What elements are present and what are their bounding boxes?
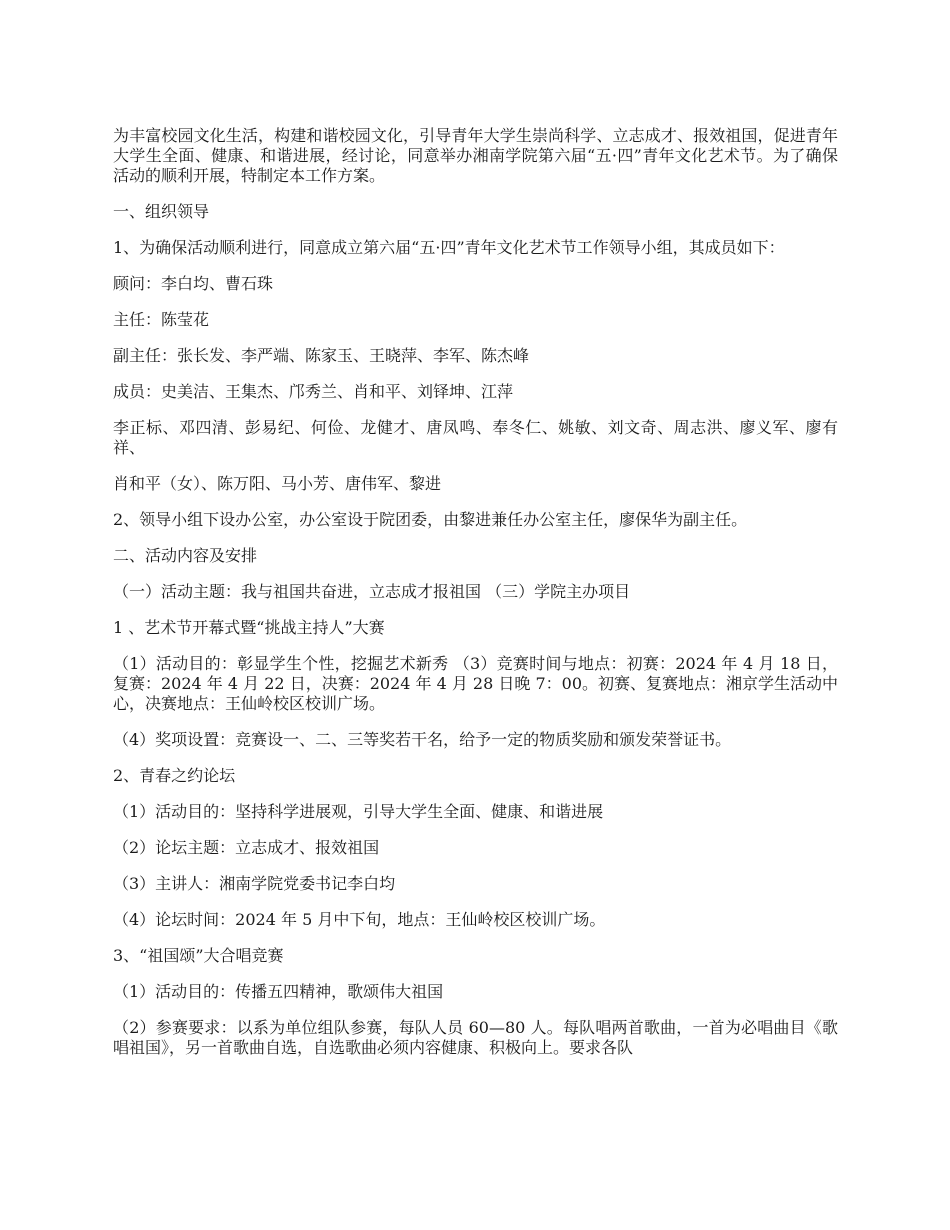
host-contest-details: （1）活动目的：彰显学生个性，挖掘艺术新秀 （3）竞赛时间与地点：初赛：2024 年 4 月 18 日，复赛：2024 年 4 月 22 日，决赛：2024 年 4 月 28 日晚 7：00。初赛、复赛地点：湘京学生活动中心，决赛地点：王仙岭校区校训广场。 bbox=[113, 654, 839, 713]
chorus-purpose: （1）活动目的：传播五四精神，歌颂伟大祖国 bbox=[113, 982, 444, 1001]
activity-theme-line: （一）活动主题：我与祖国共奋进，立志成才报祖国 （三）学院主办项目 bbox=[113, 582, 631, 601]
chorus-requirements: （2）参赛要求：以系为单位组队参赛，每队人员 60—80 人。每队唱两首歌曲，一首为必唱曲目《歌唱祖国》，另一首歌曲自选，自选歌曲必须内容健康、积极向上。要求各队 bbox=[113, 1018, 838, 1057]
section-heading-activities: 二、活动内容及安排 bbox=[113, 546, 258, 565]
section-heading-organization: 一、组织领导 bbox=[113, 202, 210, 221]
item-heading-forum: 2、青春之约论坛 bbox=[113, 766, 236, 785]
leadership-group-paragraph: 1、为确保活动顺利进行，同意成立第六届“五·四”青年文化艺术节工作领导小组，其成员如下： bbox=[113, 238, 785, 257]
members-continued-line: 李正标、邓四清、彭易纪、何俭、龙健才、唐凤鸣、奉冬仁、姚敏、刘文奇、周志洪、廖义军、廖有祥、 bbox=[113, 418, 838, 457]
director-line: 主任：陈莹花 bbox=[113, 310, 210, 329]
forum-purpose: （1）活动目的：坚持科学进展观，引导大学生全面、健康、和谐进展 bbox=[113, 802, 604, 821]
item-heading-host-contest: 1 、艺术节开幕式暨“挑战主持人”大赛 bbox=[113, 618, 385, 637]
forum-theme: （2）论坛主题：立志成才、报效祖国 bbox=[113, 838, 380, 857]
office-paragraph: 2、领导小组下设办公室，办公室设于院团委，由黎进兼任办公室主任，廖保华为副主任。 bbox=[113, 510, 748, 529]
forum-speaker: （3）主讲人：湘南学院党委书记李白均 bbox=[113, 874, 396, 893]
forum-time-place: （4）论坛时间：2024 年 5 月中下旬，地点：王仙岭校区校训广场。 bbox=[113, 910, 606, 929]
intro-paragraph: 为丰富校园文化生活，构建和谐校园文化，引导青年大学生崇尚科学、立志成才、报效祖国，促进青年大学生全面、健康、和谐进展，经讨论，同意举办湘南学院第六届“五·四”青年文化艺术节。为了确保活动的顺利开展，特制定本工作方案。 bbox=[113, 126, 838, 185]
deputy-directors-line: 副主任：张长发、李严端、陈家玉、王晓萍、李军、陈杰峰 bbox=[113, 346, 530, 365]
document-page bbox=[113, 126, 838, 1074]
members-line: 成员：史美洁、王集杰、邝秀兰、肖和平、刘铎坤、江萍 bbox=[113, 382, 514, 401]
host-contest-awards: （4）奖项设置：竞赛设一、二、三等奖若干名，给予一定的物质奖励和颁发荣誉证书。 bbox=[113, 730, 732, 749]
members-continued-line-2: 肖和平（女）、陈万阳、马小芳、唐伟军、黎进 bbox=[113, 474, 442, 493]
advisors-line: 顾问：李白均、曹石珠 bbox=[113, 274, 274, 293]
item-heading-chorus: 3、“祖国颂”大合唱竞赛 bbox=[113, 946, 284, 965]
